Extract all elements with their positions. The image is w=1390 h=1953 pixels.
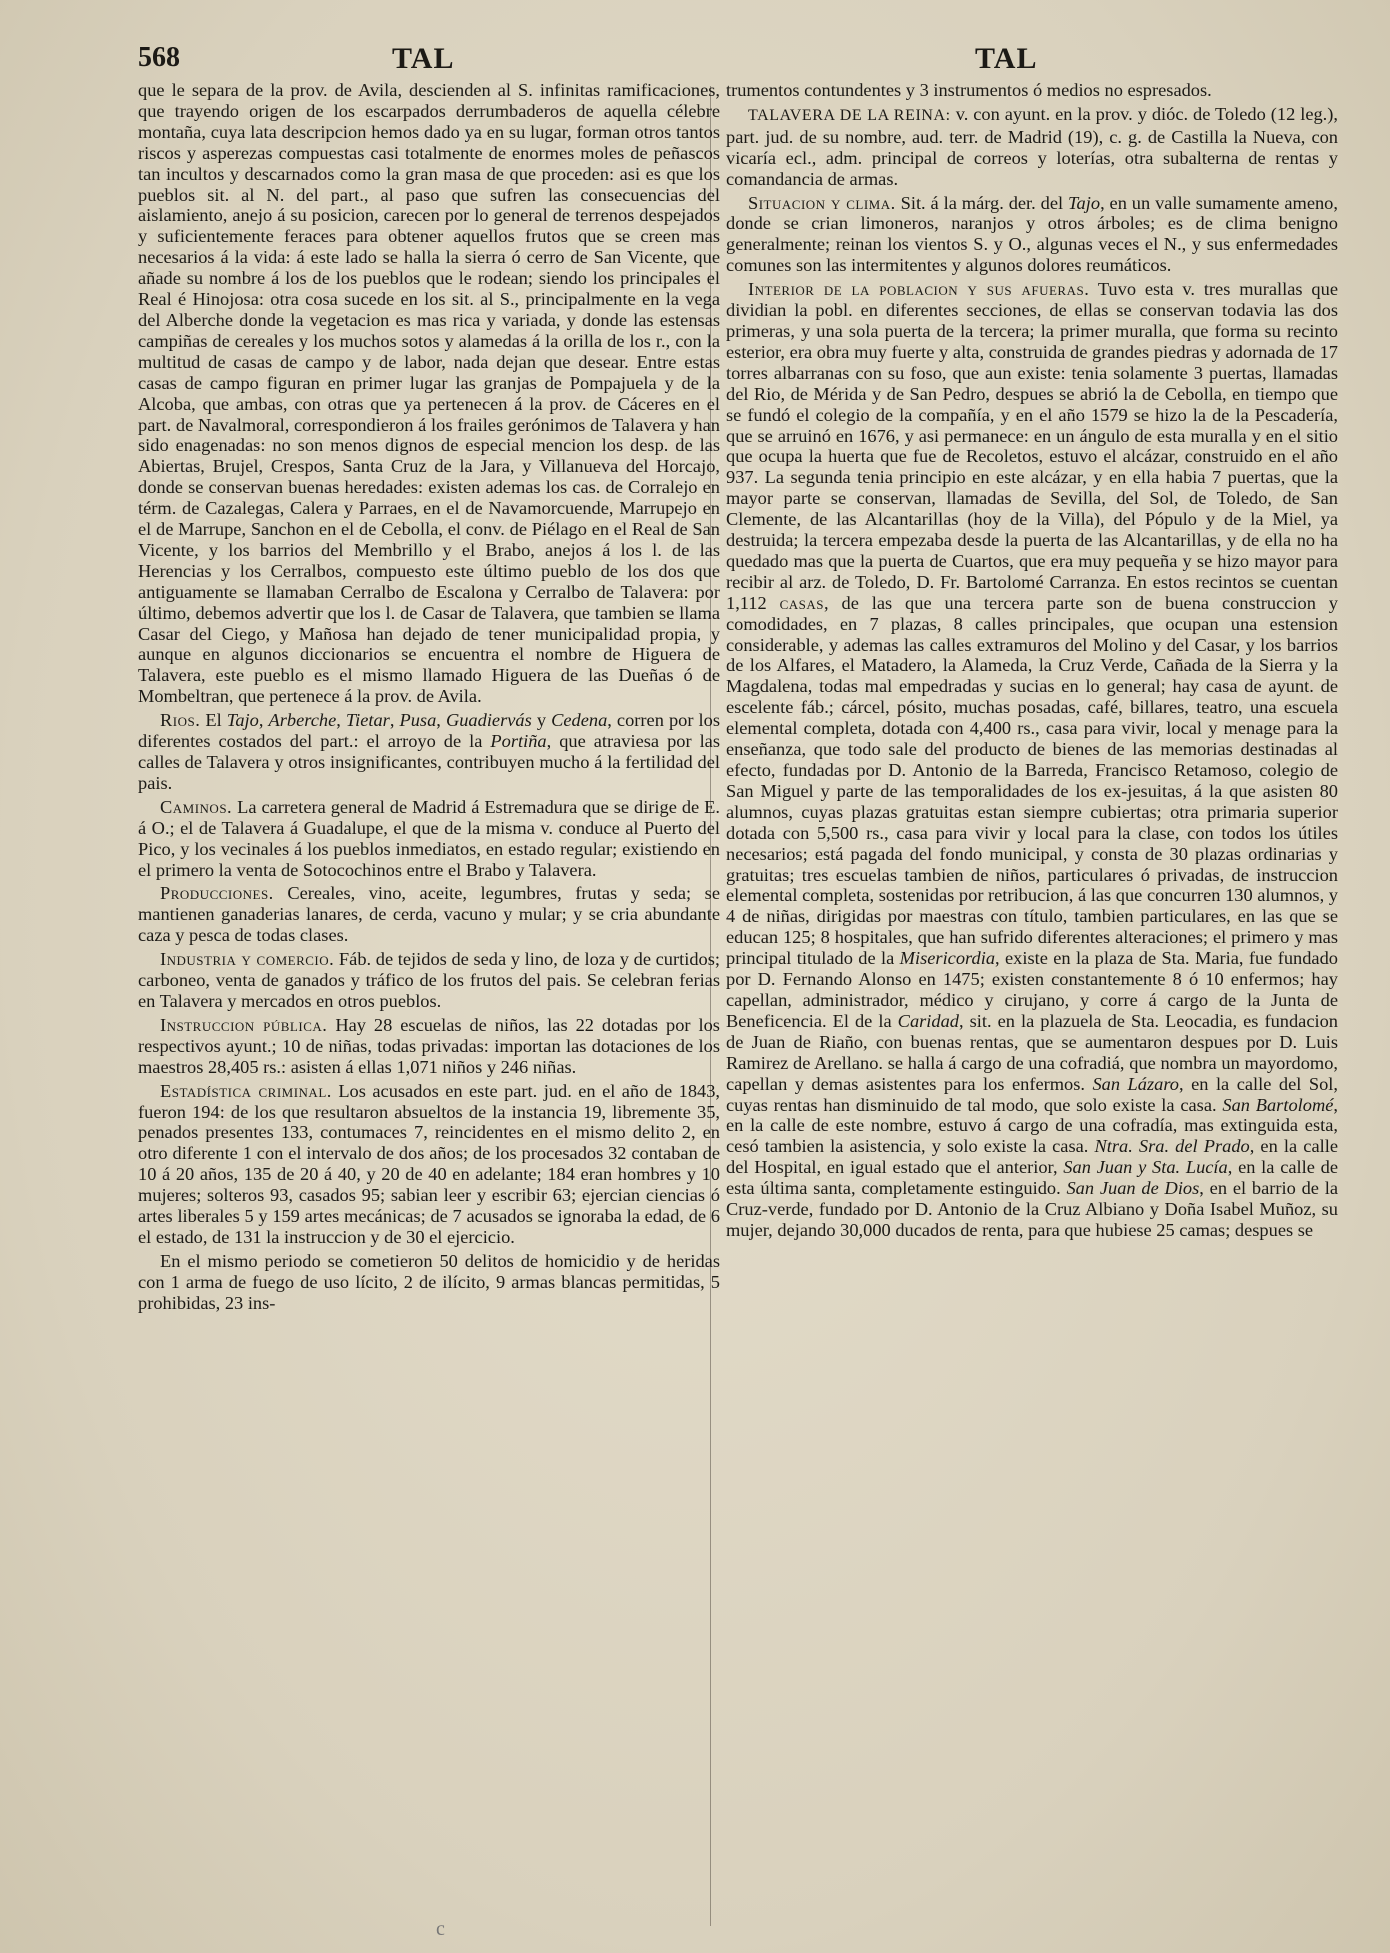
paragraph-continuation: trumentos contundentes y 3 instrumentos ó medios no espresados. bbox=[726, 80, 1212, 100]
paragraph-caminos: Caminos. La carretera general de Madrid á Estremadura que se dirige de E. á O.; el de Talavera á Guadalupe, el que de la misma v. conduce al Puerto del Pico, y los vecinales á los pueblos inmediatos, en estado regular; existiendo en el primero la venta de Sotocochinos entre el Brabo y Talavera. bbox=[138, 796, 720, 880]
paragraph-industria: Industria y comercio. Fáb. de tejidos de seda y lino, de loza y de curtidos; carboneo, venta de ganados y tráfico de los frutos del pais. Se celebran ferias en Talavera y mercados en otros pueblos. bbox=[138, 949, 720, 1011]
paragraph-estadistica: Estadística criminal. Los acusados en este part. jud. en el año de 1843, fueron 194: de los que resultaron absueltos de la instancia 19, libremente 35, penados presentes 133, contumaces 7, reincidentes en el mismo delito 2, en otro diferente 1 con el intervalo de dos años; de los procesados 32 contaban de 10 á 20 años, 135 de 20 á 40, y 20 de 40 en adelante; 184 eran hombres y 10 mujeres; solteros 93, casados 95; sabian leer y escribir 63; ejercian ciencias ó artes liberales 5 y 159 artes mecánicas; de 7 acusados se ignoraba la edad, de 6 el estado, de 131 la instruccion y de 30 el ejercicio. bbox=[138, 1080, 721, 1247]
paragraph-instruccion: Instruccion pública. Hay 28 escuelas de niños, las 22 dotadas por los respectivos ayunt.; 10 de niñas, todas privadas: importan las dotaciones de los maestros 28,405 rs.: asisten á ellas 1,071 niños y 246 niñas. bbox=[138, 1014, 720, 1077]
section-heading-situacion: Situacion y clima. bbox=[748, 192, 896, 213]
section-heading-instruccion: Instruccion pública. bbox=[160, 1014, 328, 1035]
page-number: 568 bbox=[138, 42, 180, 73]
entry-heading-talavera: TALAVERA DE LA REINA: bbox=[748, 106, 951, 124]
running-head-left: TAL bbox=[392, 42, 455, 75]
section-heading-rios: Rios. bbox=[160, 710, 201, 731]
river-name: Arberche bbox=[268, 710, 337, 731]
paragraph-situacion: Situacion y clima. Sit. á la márg. der. del Tajo, en un valle sumamente ameno, donde se crian limoneros, naranjos y otros árboles; es de clima benigno generalmente; reinan los vientos S. y O., algunas veces el N., y sus enfermedades comunes son las intermitentes y algunos dolores reumáticos. bbox=[726, 192, 1338, 276]
section-heading-caminos: Caminos. bbox=[160, 796, 233, 817]
running-head-right: TAL bbox=[975, 42, 1038, 75]
river-name: Pusa bbox=[399, 710, 437, 731]
paragraph-rios: Rios. El Tajo, Arberche, Tietar, Pusa, Guadiervás y Cedena, corren por los diferentes costados del part.: el arroyo de la Portiña, que atraviesa por las calles de Talavera y otros insignificantes, contribuyen mucho á la fertilidad del pais. bbox=[138, 710, 720, 793]
paragraph-partido-description: que le separa de la prov. de Avila, descienden al S. infinitas ramificaciones, que trayendo origen de los escarpados derrumbaderos de aquella célebre montaña, cuya lata descripcion hemos dado ya en su lugar, forman otros tantos riscos y asperezas compuestas casi totalmente de enormes moles de peñascos tan incultos y descarnados como la gran masa de que proceden: asi es que los pueblos sit. al N. del part., al paso que sufren las consecuencias del aislamiento, anejo á su posicion, carecen por lo general de terrenos despejados y suficientemente feraces para obtener aquellos frutos que se creen mas necesarios á la vida: á este lado se halla la sierra ó cerro de San Vicente, que añade su nombre á los de los pueblos que le rodean; siendo los principales el Real é Hinojosa: otra cosa sucede en los sit. al S., principalmente en la vega del Alberche donde la vegetacion es mas rica y variada, y donde las estensas campiñas de cereales y los muchos sotos y alamedas á la orilla de los r., con la multitud de casas de campo y de labor, nada dejan que desear. Entre estas casas de campo figuran en primer lugar las granjas de Pompajuela y de la Alcoba, que ambas, con otras que ya pertenecen á la prov. de Cáceres en el part. de Navalmoral, correspondieron á los frailes gerónimos de Talavera y han sido enagenadas: no son menos dignos de especial mencion los desp. de las Abiertas, Brujel, Crespos, Santa Cruz de la Jara, y Villanueva del Horcajo, donde se conservan buenas heredades: existen ademas los cas. de Corralejo en térm. de Cazalegas, Calera y Parraes, en el de Navamorcuende, Marrupejo en el de Marrupe, Sanchon en el de Cebolla, el conv. de Piélago en el Real de San Vicente, y los barrios del Membrillo y el Brabo, anejos á los l. de las Herencias y los Cerralbos, compuesto este último pueblo de los dos que antiguamente se llamaban Cerralbo de Escalona y Cerralbo de Talavera: por último, debemos advertir que los l. de Casar de Talavera, que tambien se llama Casar del Ciego, y Mañosa han dejado de tener municipalidad propia, y aunque en algunos diccionarios se encuentra el nombre de Higuera de Talavera, este pueblo es el mismo llamado Higuera de las Dueñas ó de Mombeltran, que pertenece á la prov. de Avila. bbox=[138, 80, 720, 707]
river-name: Tietar bbox=[345, 710, 390, 731]
footer-mark: c bbox=[436, 1918, 445, 1940]
section-heading-interior: Interior de la poblacion y sus afueras. bbox=[748, 279, 1090, 300]
paragraph-delitos: En el mismo periodo se cometieron 50 delitos de homicidio y de heridas con 1 arma de fuego de uso lícito, 2 de ilícito, 9 armas blancas permitidas, 5 prohibidas, 23 ins- bbox=[138, 1250, 720, 1313]
paragraph-interior: Interior de la poblacion y sus afueras. Tuvo esta v. tres murallas que dividian la pobl. en diferentes secciones, de ellas se conservan todavia las dos primeras, y una sola puerta de la tercera; la primer muralla, que forma su recinto esterior, era obra muy fuerte y alta, construida de grandes piedras y adornada de 17 torres albarranas con su foso, que aun existe: tenia solamente 3 puertas, llamadas del Rio, de Mérida y de San Pedro, despues se abrió la de Cebolla, en tiempo que se fundó el colegio de la compañía, y en el año 1579 se hizo la de la Pescadería, que se arruinó en 1676, y asi permanece: en un ángulo de esta muralla y en el sitio que ocupa la huerta que fue de Recoletos, estuvo el alcázar, construido en el año 937. La segunda tenia principio en este alcázar, y en ella habia 7 puertas, que la mayor parte se conservan, llamadas de Sevilla, del Sol, de Toledo, de San Clemente, de las Alcantarillas (hoy de la Villa), del Pópulo y de la Miel, ya destruida; la tercera empezaba desde la puerta de las Alcantarillas, y de ella no ha quedado mas que la puerta de Cuartos, que era muy pequeña y se hizo mayor para recibir al arz. de Toledo, D. Fr. Bartolomé Carranza. En estos recintos se cuentan 1,112 casas, de las que una tercera parte son de buena construccion y comodidades, en 7 plazas, 8 calles principales, que ocupan una estension considerable, y ademas las calles extramuros del Molino y del Casar, y los barrios de los Alfares, el Matadero, la Alameda, la Cruz Verde, Cañada de la Sierra y la Magdalena, todas mal empedradas y sucias en lo general; hay casa de ayunt. de escelente fáb.; cárcel, pósito, muchas posadas, café, billares, teatro, una escuela elemental completa, dotada con 4,400 rs., casa para vivir, local y menage para la enseñanza, que todo sale del producto de bienes de las memorias destinadas al efecto, fundadas por D. Antonio de la Barreda, Francisco Retamoso, colegio de San Miguel y parte de las temporalidades de los ex-jesuitas, á la que asisten 80 alumnos, cuyas plazas gratuitas estan siempre cubiertas; otra primaria superior dotada con 5,500 rs., casa para vivir y local para la clase, con todos los útiles necesarios; está pagada del fondo municipal, y consta de 30 plazas ordinarias y gratuitas; tres escuelas tambien de niños, particulares ó privadas, de instruccion elemental completa, sostenidas por retribucion, á las que concurren 130 alumnos, y 4 de niñas, dirigidas por maestras con título, tambien particulares, en las que se educan 125; 8 hospitales, que han sufrido diferentes alteraciones; el primero y mas principal titulado de la Misericordia, existe en la plaza de Sta. Maria, fue fundado por D. Fernando Alonso en 1475; existen constantemente 8 ó 10 enfermos; hay capellan, administrador, médico y cirujano, y corre á cargo de la Junta de Beneficencia. El de la Caridad, sit. en la plazuela de Sta. Leocadia, es fundacion de Juan de Riaño, con buenas rentas, que se aumentaron despues por D. Luis Ramirez de Arellano. se halla á cargo de una cofradiá, que nombra un mayordomo, capellan y demas asistentes para los enfermos. San Lázaro, en la calle del Sol, cuyas rentas han disminuido de tal modo, que solo existe la casa. San Bartolomé, en la calle de este nombre, estuvo á cargo de una cofradía, mas extinguida esta, cesó tambien la asistencia, y solo existe la casa. Ntra. Sra. del Prado, en la calle del Hospital, en igual estado que el anterior, San Juan y Sta. Lucía, en la calle de esta última santa, completamente estinguido. San Juan de Dios, en el barrio de la Cruz-verde, fundado por D. Antonio de la Cruz Albiano y Doña Isabel Muñoz, su mujer, dejando 30,000 ducados de renta, para que hubiese 25 camas; despues se bbox=[726, 279, 1339, 1240]
section-heading-industria: Industria y comercio. bbox=[160, 949, 335, 970]
entry-talavera: TALAVERA DE LA REINA: v. con ayunt. en la prov. y dióc. de Toledo (12 leg.), part. jud. de su nombre, aud. terr. de Madrid (19), c. g. de Castilla la Nueva, con vicaría ecl., adm. principal de correos y loterías, otra subalterna de rentas y comandancia de armas. bbox=[726, 103, 1339, 189]
river-name: Cedena bbox=[551, 710, 608, 731]
river-name: Tajo bbox=[1068, 192, 1101, 213]
right-column bbox=[726, 80, 1338, 1244]
left-column bbox=[138, 80, 720, 1317]
paragraph-producciones: Producciones. Cereales, vino, aceite, legumbres, frutas y seda; se mantienen ganaderias lanares, de cerda, vacuno y mular; y se cria abundante caza y pesca de todas clases. bbox=[138, 883, 720, 946]
section-heading-producciones: Producciones. bbox=[160, 883, 274, 904]
river-name: Portiña bbox=[490, 731, 547, 752]
river-name: Guadiervás bbox=[445, 710, 532, 731]
section-heading-estadistica: Estadística criminal. bbox=[160, 1080, 332, 1101]
river-name: Tajo bbox=[226, 710, 259, 731]
